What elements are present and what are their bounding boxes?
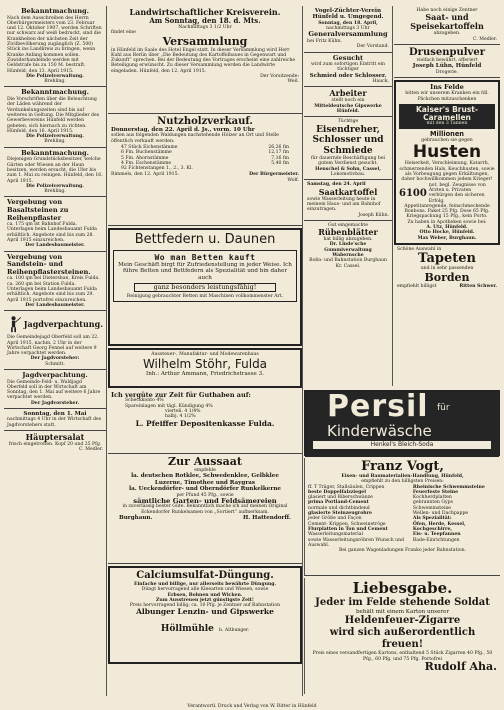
timber-place: Rimmels, den 12. April 1915. <box>111 172 179 178</box>
salad-title: Häuptersalat <box>25 432 85 443</box>
salad-ad <box>4 431 106 455</box>
wallpaper-ad <box>394 245 500 291</box>
fertilizer-firm-place: b. Altbunger. <box>219 628 250 634</box>
vogt-item: jeder Größe und Façon <box>308 516 362 522</box>
liebesgabe-cigar: Heldenfeuer-Zigarre <box>344 615 461 627</box>
timber-date: Donnerstag, den 22. April d. Js., vorm. 10 Uhr <box>111 127 255 133</box>
salad-signature: C. Medler. <box>79 447 103 453</box>
vogt-item: Feuerfeste Steine <box>412 489 459 495</box>
persil-banner <box>305 391 499 457</box>
kaiser-text: Heiserkeit, Verschleimung, Katarrh, schmerzenden Hals, Keuchhusten, sowie als Vorbeugung gegen Erkältungen, daher hochwillkommen jedem Krieger! <box>399 161 495 183</box>
hunt-text: Die Gemeindejagd Oberfeld soll am 22. April 1915, nachm. 2 Uhr in der Wirtschaft Georg Fennel auf weitere 9 Jahre verpachtet werden. <box>7 335 99 357</box>
tender-signature: Der Landesbaumeister. <box>25 243 85 249</box>
pfeiffer-ad <box>108 390 302 454</box>
beet-text: hat billig abzugeben. <box>323 237 373 243</box>
beet-intro: Gut eingemachte <box>328 222 368 228</box>
seed-potato-signature: Joseph Kühn. <box>358 212 389 218</box>
potatoes-text: abzugeben. <box>433 31 461 37</box>
seed-item: la. deutschen Rotklee, Schwedenklee, Gelbklee <box>131 473 279 480</box>
kaiser-millions: Millionen <box>430 129 464 138</box>
timber-list <box>111 144 299 172</box>
timber-item: 4 Fm. Eschenstämme <box>121 160 172 166</box>
wanted-text: wird zum sofortigen Eintritt ein tüchtiger <box>311 62 385 73</box>
meeting-notice <box>4 409 106 431</box>
henschel-ad <box>304 117 392 180</box>
vogt-item: Flurplatten in Ton und Cement <box>308 526 388 532</box>
meeting-date: Sonntag, den 1. Mai <box>23 411 87 418</box>
fertilizer-ad <box>108 566 302 664</box>
notice-name: Brehling. <box>44 139 66 145</box>
beet-place: Boßa- und Bahnstation Burghaun Kr. Cassel. <box>309 258 387 269</box>
seed-title: Zur Aussaat <box>168 455 242 468</box>
timber-text: sollen aus folgenden Waldungen nachstehende Hölzer an Ort und Stelle öffentlich verkauft werden: <box>111 133 279 144</box>
kaiser-use: gebrauchen sie gegen <box>421 138 473 144</box>
timber-volume: 12,17 fm <box>268 150 289 156</box>
powder-firm: Joseph Lühn, Hünfeld <box>412 63 482 70</box>
pfeiffer-rate: halbj. 4 1/2% <box>165 414 196 420</box>
persil-name: Persil <box>327 389 429 424</box>
fertilizer-firm-name: Höllmühle <box>160 624 214 635</box>
workers-text: stellt noch ein <box>331 98 365 104</box>
vogt-item: Bade-Einrichtungen <box>412 537 460 543</box>
kaiser-packages: Appetitanregende, feinschmeckende Bonbons. Paket 25 Pfg. Dose 65 Pfg. Kriegspackung 15 Pfg., kein Porto. <box>404 203 490 220</box>
seed-potato-title: Saatkartoffel <box>318 186 378 197</box>
potatoes-title: Saat- und Speisekartoffeln <box>410 12 484 32</box>
vogt-sub: Eisen- und Baumaterialien-Handlung, Hünfeld, <box>341 474 464 479</box>
bird-place2: bei Fritz Kühn. <box>307 39 342 44</box>
tender-title: Vergebung von Sandstein- und Reihenpflastersteinen. <box>7 252 91 276</box>
vogt-item: Cement- Krippen, Schweinetröge <box>308 521 386 527</box>
wallpaper-firm: Ritten Schwer. <box>459 283 497 289</box>
pfeiffer-heading: Ich vergüte zur Zeit für Guthaben auf: <box>111 391 251 399</box>
powder-title: Drusenpulver <box>409 46 485 58</box>
tender-text: ca. 100 qm bei Dietershan, Kreis Fulda. ca. 260 qm bei Station Fulda. Unterlagen beim Landesbauamt Fulda erhältlich. Angebote sind bis zum 29. April 1915 portofrei einzureichen. <box>7 276 100 303</box>
agricultural-club-ad <box>108 6 302 114</box>
pfeiffer-rate: Scheckkonto 4% <box>125 398 164 404</box>
wanted-title: Gesucht <box>332 53 364 62</box>
club-title: Landwirtschaftlicher Kreisverein. <box>129 7 281 17</box>
stoehr-ad <box>108 348 302 388</box>
persil-kinder: Kinderwäsche <box>327 422 432 440</box>
kaiser-husten: Husten <box>412 142 482 163</box>
vogt-text: empfiehlt zu den billigsten Preisen: <box>361 479 444 485</box>
timber-item: 5 Fm. Ahornstämme <box>121 155 169 161</box>
vogt-item: Eis- u. Teepfannen <box>412 532 461 538</box>
seed-text: empfehle <box>194 468 216 473</box>
kaiser-ad <box>394 80 500 245</box>
hunt-title: Jagdverpachtung. <box>22 371 88 379</box>
timber-sale-ad <box>108 114 302 226</box>
bird-title: Vogel-Züchter-Verein <box>314 8 382 14</box>
fertilizer-text: Preis hervorragend billig; ca. 10 Pfg. je Zentner auf Bahnstation <box>129 603 281 609</box>
wallpaper-borders: Borden <box>424 270 470 284</box>
stoehr-address: Inh.: Arthur Ammann, Friedrichstrasse 3. <box>146 371 264 378</box>
vogt-item: prima Portland-Cement <box>308 500 369 506</box>
tender-text: ca. 175 qm ist Bahnhof Fulda. Unterlagen beim Landesbauamt Fulda erhältlich. Angebote sind bis zum 28. April 1915 einzureichen. <box>7 222 97 244</box>
stoehr-top: Aussteuer-, Manufaktur- und Modewarenhaus <box>151 352 259 357</box>
persil-henkel: Henkel's Bleich-Soda <box>313 441 491 449</box>
vogt-item: gebrannten Gyps <box>412 500 453 506</box>
fertilizer-text: Zum Ausstreuen jetzt günstigste Zeit! <box>156 597 254 603</box>
column-2 <box>108 6 303 696</box>
wallpaper-intro: Schöne Auswahl in <box>397 246 442 252</box>
fertilizer-title: Calciumsulfat-Düngung. <box>136 570 274 581</box>
vogt-item: normale und dichtbindend <box>308 505 370 511</box>
tender-signature: Der Landesbaumeister. <box>25 302 85 308</box>
vogt-item: Als Spezialität: <box>412 516 452 522</box>
hunter-icon <box>7 313 22 335</box>
tender-basalt <box>4 197 106 251</box>
kaiser-count: 6100 <box>399 187 427 199</box>
hunt-name: Schmitt. <box>45 361 65 367</box>
salad-text: frisch eingetroffen. Kopf 20 und 25 Pfg. <box>8 442 102 448</box>
timber-item: 92 Fichtenstangen 1., 2., 3. Kl. <box>121 166 193 172</box>
notice-name: Brehling. <box>44 189 66 195</box>
meeting-text: nachmittags 4 Uhr in der Wirtschaft des Jagdvorstehers statt. <box>7 417 102 428</box>
henschel-firm: Henschel & Sohn, Cassel, <box>315 166 381 172</box>
vogt-item: Rheinische Schwemmsteine <box>412 484 485 490</box>
vogt-item: Öfen, Herde, Kessel, <box>412 521 466 527</box>
bedding-emphasis: ganz besonders leistungsfähig! <box>134 283 276 291</box>
henschel-intro: Tüchtige <box>337 119 359 125</box>
beet-leaves-ad <box>304 221 392 271</box>
seed-footer <box>111 515 299 521</box>
workers-title: Arbeiter <box>329 88 367 99</box>
club-signature: Der Vorsitzende: <box>260 74 299 80</box>
bedding-small: Reinigung gebrauchter Betten mit Maschinen vollkommenster Art. <box>126 293 284 299</box>
notice-police-1 <box>4 6 106 87</box>
seed-item: Luzerne, Timothee und Raygras <box>154 479 256 486</box>
potatoes-ad <box>394 6 500 45</box>
bedding-title: Bettfedern u. Daunen <box>134 232 276 247</box>
seed-item: sämtliche Garten- und Feldsämereien <box>133 496 277 505</box>
beet-title: Rübenblätter <box>318 227 378 238</box>
notice-name: Brehling. <box>44 79 66 85</box>
bedding-text: Mein Geschäft birgt für Zufriedenstellung in jeder Weise. Ich führe Betten und Bettfedern als Spezialität und bin daher auch <box>118 262 292 281</box>
workers-firm: Mitteldeutsche Gipswerke Hünfeld. <box>314 103 382 115</box>
vogt-name: Franz Vogt, <box>361 459 444 474</box>
kaiser-sub: mit den 3 Tannen <box>426 121 468 127</box>
seed-item: la. Ueckendörfer- und Oberndörfer Runkelkerne <box>129 486 281 493</box>
kaiser-name: Kaiser's Brust-Caramellen <box>416 105 478 122</box>
bird-heading: Generalversammlung <box>308 30 388 39</box>
notice-text: Die Vorschriften über die Beleuchtung der Läden während der Verdunkelungszeiten sind bis auf weiteres in Geltung. Die Mitglieder des Gewerbevereins Hünfeld werden gebeten, sich hiernach zu richten. Hünfeld, den 16. April 1915. <box>7 97 100 134</box>
wanted-smith-ad <box>304 53 392 88</box>
beet-firm: Dr. Linde'sche Gummiverwaltung <box>324 242 372 253</box>
potatoes-intro: Habe noch einige Zentner <box>416 8 478 13</box>
bedding-box <box>113 250 297 302</box>
wallpaper-title: Tapeten <box>418 251 476 267</box>
kaiser-felde: Ins Felde <box>430 82 464 91</box>
kaiser-count-text: not. begl. Zeugnisse von Ärzten u. Privaten verbürgen den sicheren Erfolg. <box>428 182 486 204</box>
henschel-text: für dauernde Beschäftigung bei gutem Verdienst gesucht. <box>310 156 386 167</box>
persil-ad <box>304 390 500 456</box>
kaiser-dealer: A. Utz, Hünfeld. <box>426 225 468 231</box>
vogt-item: Kochherdplatten <box>412 495 452 501</box>
stoehr-name: Wilhelm Stöhr, Fulda <box>142 357 268 372</box>
liebesgabe-price: Preis eines versandfertigen Kartons, enthaltend 5 Stück Zigarren 40 Pfg., 50 Pfg., 60 Pfg. und 75 Pfg. Portofrei <box>312 651 493 662</box>
vogt-item: ff. T Träger, Stallsäulen, Crippen <box>308 484 385 490</box>
vogt-ad <box>304 458 500 576</box>
club-text: findet eine <box>111 30 136 36</box>
tender-title: Vergebung von Basaltsteinen zu Reihenpflaster <box>7 198 69 222</box>
fertilizer-text: Erbsen, Bohnen und Wicken. <box>167 592 243 598</box>
kaiser-felde-text: bitten wir unserem Kranken ein fdl. Päckchen mitzuschenken <box>405 91 489 102</box>
timber-item: 47 Stück Eichenstämme <box>121 145 178 150</box>
hunt-title: Jagdverpachtung. <box>23 318 103 329</box>
liebesgabe-title: Liebesgabe. <box>352 579 453 597</box>
liebesgabe-joy: wird sich außerordentlich freuen! <box>329 627 476 651</box>
notice-signature: Die Polizeiverwaltung. <box>26 134 84 140</box>
timber-signature: Der Bürgermeister. <box>249 172 299 178</box>
wallpaper-text: und in sehr passenden <box>420 266 474 272</box>
fertilizer-firm: Albunger Lenzin- und Gipswerke <box>136 607 274 617</box>
bird-date: Sonntag, den 18. April, <box>318 20 378 26</box>
notice-title: Bekanntmachung. <box>21 7 89 15</box>
bedding-ad <box>108 228 302 346</box>
seed-price: per Pfund 45 Pfg., sowie <box>176 492 234 498</box>
pfeiffer-rate: Spareinlagen mit tägl. Kündigung 4% <box>125 403 213 409</box>
vogt-item: sowie Wasserleitungsröhren Wunsch und Auswahl. <box>308 537 405 548</box>
hunt-lease-2 <box>4 370 106 409</box>
notice-signature: Die Polizeiverwaltung. <box>26 73 84 79</box>
notice-text: Nach dem Ausschreiben des Herrn Oberbürgermeisters vom 23. Februar und 12. Oktober 1907, werden Schriften nur schwarz auf weiß bedruckt, sind die Krankheiten der nächsten Zeit der Zivilbevölkerung zugänglich (Z. 500) Stück ins Landkreis zu bringen, wenn Kranke Anfang kommen sollen. Zuwiderhandelnde werden mit Geldstrafe bis zu 150 M. bestraft. Hünfeld, den 13. April 1915. <box>7 15 102 74</box>
kaiser-dealer: Otto Hocke, Hünfeld. <box>419 230 475 236</box>
notice-title: Bekanntmachung. <box>21 88 89 97</box>
pfeiffer-rate: vierteli. 4 1/4% <box>165 409 201 414</box>
kaiser-banner <box>399 104 495 128</box>
seed-place: Burghaun. <box>119 514 153 521</box>
henschel-place: Lokomotivbau. <box>330 172 366 178</box>
bird-club-ad <box>304 6 392 53</box>
timber-volume: 26,26 fm <box>268 145 289 150</box>
seed-potato-date: Samstag, den 24. April <box>307 182 366 188</box>
vogt-item: glasierte Steinzeugrohre <box>308 511 372 517</box>
seed-potato-text: sowie Wasserleitung heute in meinem Haus- und am Bahnhof einzutragen. <box>307 196 381 213</box>
notice-text: Diejenigen Grundstücksbesitzer, welche Gärten oder Wiesen an der Haun besitzen, werden ersucht, die Ufer bis zum 1. Mai zu reinigen. Hünfeld, den 16. April 1915. <box>7 157 103 184</box>
timber-name: Wolf. <box>287 177 299 183</box>
pfeiffer-firm: L. Pfeiffer Depositenkasse Fulda. <box>135 418 275 428</box>
seed-firm: H. Hattendorff. <box>242 514 291 521</box>
wallpaper-offer: empfiehlt billigst <box>397 283 437 289</box>
beet-firm2: Wabernsche <box>332 253 364 259</box>
timber-volume: 7,16 fm <box>271 155 289 161</box>
column-1 <box>4 6 107 696</box>
timber-title: Nutzholzverkauf. <box>157 116 253 127</box>
bird-signature: Der Vorstand. <box>356 44 389 50</box>
bird-time: nachmittags 3 Uhr <box>326 26 370 32</box>
liebesgabe-ad <box>304 578 500 694</box>
vogt-item: Wellen- und Dachpappe <box>412 511 469 517</box>
vogt-item: Wasserleitungsmaterial <box>308 532 363 538</box>
wanted-signature: Hauck. <box>372 79 389 85</box>
notice-signature: Die Polizeiverwaltung. <box>26 183 84 189</box>
wanted-job: Schmied oder Schlosser. <box>309 72 387 79</box>
column-3 <box>304 6 393 386</box>
powder-text: vielfach bewährt, offeriert <box>416 57 478 63</box>
workers-ad <box>304 87 392 117</box>
fertilizer-text: Einfache und billige, nur allerseits bewährte Düngung. <box>133 582 277 587</box>
kaiser-dealer: Max Weber, Burghaun. <box>417 235 477 241</box>
seed-note: in zuverlässig bester Güte. Bekanntlich mache ich auf meinen Original Eckendorfer Runkelsamen von „Sortiert“ aufmerksam. <box>122 504 288 515</box>
potatoes-signature: C. Medler. <box>473 36 497 42</box>
vogt-item: Schwemmsteine <box>412 505 452 511</box>
bird-place: Hünfeld u. Umgegend. <box>312 14 384 21</box>
timber-volume: 5,40 fm <box>271 160 289 166</box>
tender-sandstone <box>4 252 106 312</box>
liebesgabe-heading: Jeder im Felde stehende Soldat <box>315 597 490 608</box>
vogt-item: Kochgeschirre, <box>412 526 452 532</box>
page-footer: Verantwortl. Druck und Verlag von W. Ritter in Hünfeld <box>187 704 317 709</box>
bedding-heading: Wo man Betten kauft <box>154 253 256 262</box>
powder-place: Drogerie. <box>435 69 459 75</box>
persil-fuer: für <box>437 403 450 413</box>
timber-item: 6 Fm. Buchenstämme <box>121 150 172 156</box>
notice-police-3 <box>4 148 106 198</box>
seed-potato-ad <box>304 180 392 220</box>
club-body: in Hünfeld im Saale des Hotel Engel statt. In dieser Versammlung wird Herr Kuhl aus Berlin über „Die Bedeutung des Kartoffelbaues in Gegenwart und Zukunft“ sprechen. Bei der Bedeutung des Vortrages erscheint eine zahlreiche Beteiligung erwünscht. Zu dieser Versammlung werden die Landwirte eingeladen. Hünfeld, den 12. April 1915. <box>111 47 296 74</box>
vogt-lists <box>308 485 497 549</box>
hunt-lease-1 <box>4 311 106 370</box>
fertilizer-text: Düngt hervorragend alle Kleearten und Wiesen, sowie <box>141 587 269 593</box>
club-date: Am Sonntag, den 18. d. Mts. <box>149 16 261 25</box>
vogt-item: beste Doppelfalzziegel <box>308 489 366 495</box>
vogt-footer: Bei ganzen Wagenladungen Franko jeder Bahnstation. <box>338 548 467 554</box>
club-heading: Versammlung <box>162 34 248 48</box>
hunt-signature: Der Jagdvorsteher. <box>30 400 80 406</box>
notice-police-2 <box>4 87 106 147</box>
club-name: Weil. <box>287 79 299 85</box>
liebesgabe-signature: Rudolf Aha. <box>424 660 497 673</box>
liebesgabe-text: behält mit einem Karton unserer <box>355 609 450 615</box>
seed-ad <box>108 454 302 564</box>
hunt-signature: Der Jagdvorsteher: <box>30 356 80 362</box>
kaiser-available: Zu haben in Apotheken sowie bei: <box>407 219 487 225</box>
vogt-item: glasiert und Biberschwänze <box>308 495 373 501</box>
notice-title: Bekanntmachung. <box>21 148 89 157</box>
club-time: Nachmittags 3 1/2 Uhr <box>178 25 232 30</box>
hunt-text: Die Gemeinde-Feld- u. Waldjagd Oberfeld soll in der Wirtschaft am Sonntag, den 1. Mai auf weitere 6 Jahre verpachtet werden. <box>7 379 101 401</box>
column-4 <box>394 6 500 386</box>
henschel-jobs: Eisendreher, Schlosser und Schmiede <box>312 124 384 156</box>
powder-ad <box>394 45 500 78</box>
